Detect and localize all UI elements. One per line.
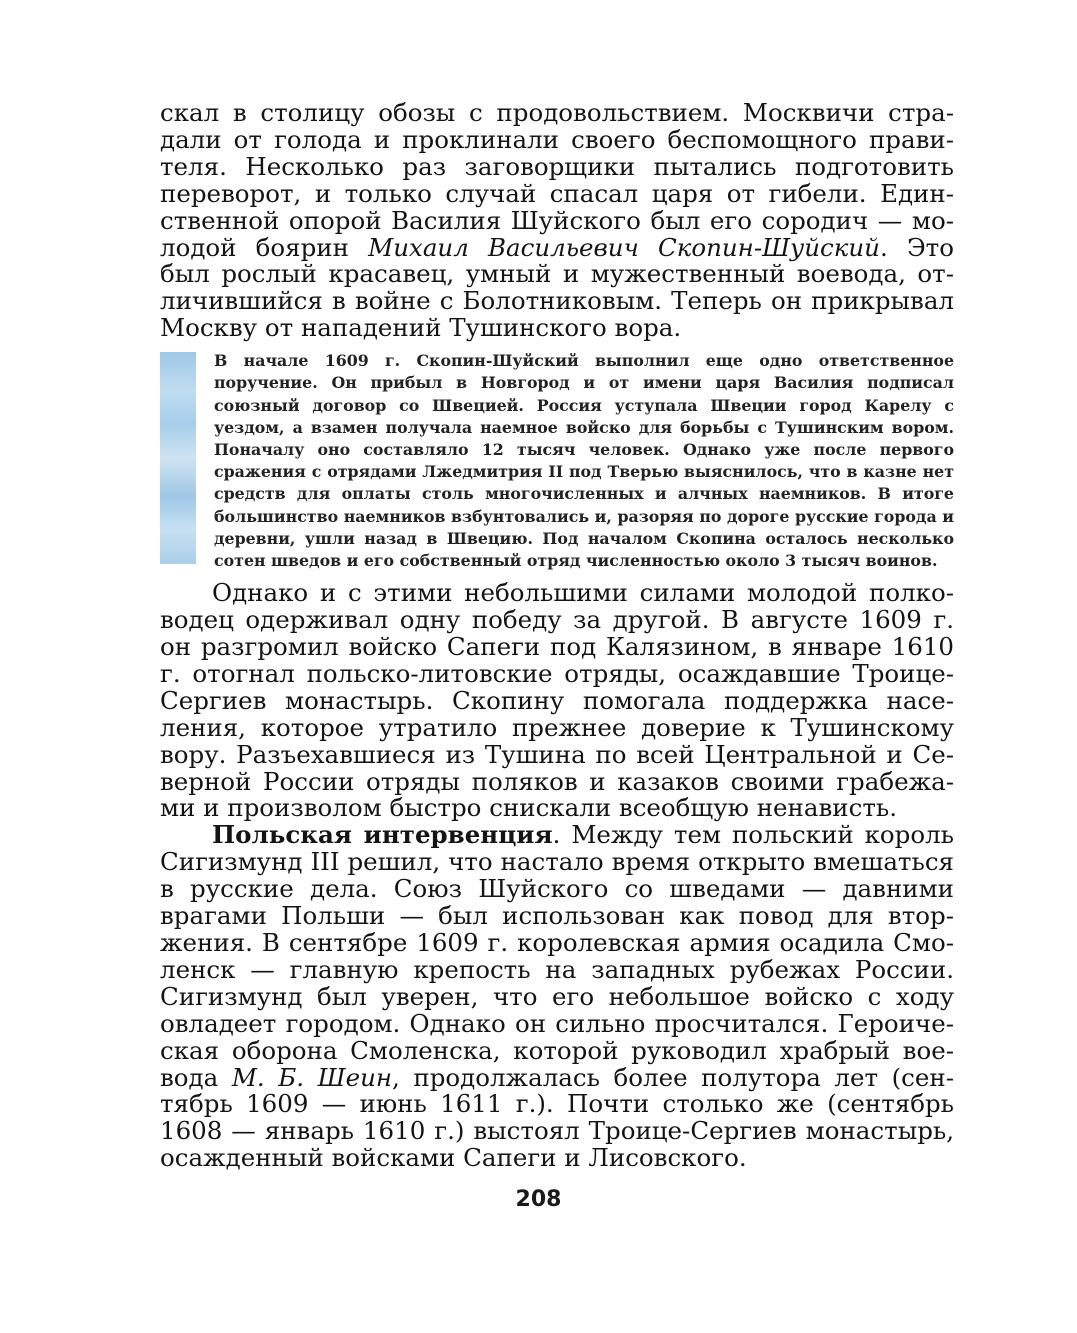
sidebar-accent-bar (160, 352, 196, 564)
page-body (160, 100, 954, 1172)
name-shein: М. Б. Шеин (231, 1062, 393, 1092)
page-number: 208 (515, 1187, 562, 1212)
main-paragraph-2: Однако и с этими небольшими силами молодой полководец одерживал одну победу за другой. В августе 1609 г. он разгромил войско Сапеги под Калязином, в январе 1610 г. отогнал польско-литовские отряды, осаждавшие Троице-Сергиев монастырь. Скопину помогала поддержка населения, которое утратило прежнее доверие к Тушинскому вору. Разъехавшиеся из Тушина по всей Центральной и Северной России отряды поляков и казаков своими грабежами и произволом быстро снискали всеобщую ненависть. (160, 578, 954, 823)
sidebar-text: В начале 1609 г. Скопин-Шуйский выполнил еще одно ответственное поручение. Он прибыл в Новгород и от имени царя Василия подписал союзный договор со Швецией. Россия уступала Швеции город Карелу с уездом, а взамен получала наемное войско для борьбы с Тушинским вором. Поначалу оно составляло 12 тысяч человек. Однако уже после первого сражения с отрядами Лжедмитрия II под Тверью выяснилось, что в казне нет средств для оплаты столь многочисленных и алчных наемников. В итоге большинство наемников взбунтовались и, разоряя по дороге русские города и деревни, ушли назад в Швецию. Под началом Скопина осталось несколько сотен шведов и его собственный отряд численностью около 3 тысяч воинов. (214, 351, 954, 570)
paragraph-1-text-b: . Это был рослый красавец, умный и мужественный воевода, отличившийся в войне с Болотниковым. Теперь он прикрывал Москву от нападений Тушинского вора. (160, 232, 954, 343)
section-heading-polish-intervention: Польская интервенция (212, 820, 553, 850)
main-paragraph-1 (160, 100, 954, 342)
paragraph-3-text-a: . Между тем польский король Сигизмунд III решил, что настало время открыто вмешаться в русские дела. Союз Шуйского со шведами — давними врагами Польши — был использован как повод для вторжения. В сентябре 1609 г. королевская армия осадила Смоленск — главную крепость на западных рубежах России. Сигизмунд был уверен, что его небольшое войско с ходу овладеет городом. Однако он сильно просчитался. Героическая оборона Смоленска, которой руководил храбрый воевода (160, 820, 955, 1092)
paragraph-1-text-a: скал в столицу обозы с продовольствием. Москвичи страдали от голода и проклинали своего беспомощного правителя. Несколько раз заговорщики пытались подготовить переворот, и только случай спасал царя от гибели. Единственной опорой Василия Шуйского был его сородич — молодой боярин (160, 98, 954, 262)
name-skopin-shuisky: Михаил Васильевич Скопин-Шуйский (368, 232, 880, 262)
main-paragraph-3 (160, 822, 954, 1172)
paragraph-3-text-b: , продолжалась более полутора лет (сентябрь 1609 — июнь 1611 г.). Почти столько же (сентябрь 1608 — январь 1610 г.) выстоял Троице-Сергиев монастырь, осажденный войсками Сапеги и Лисовского. (160, 1062, 954, 1173)
sidebar-note (160, 350, 954, 572)
